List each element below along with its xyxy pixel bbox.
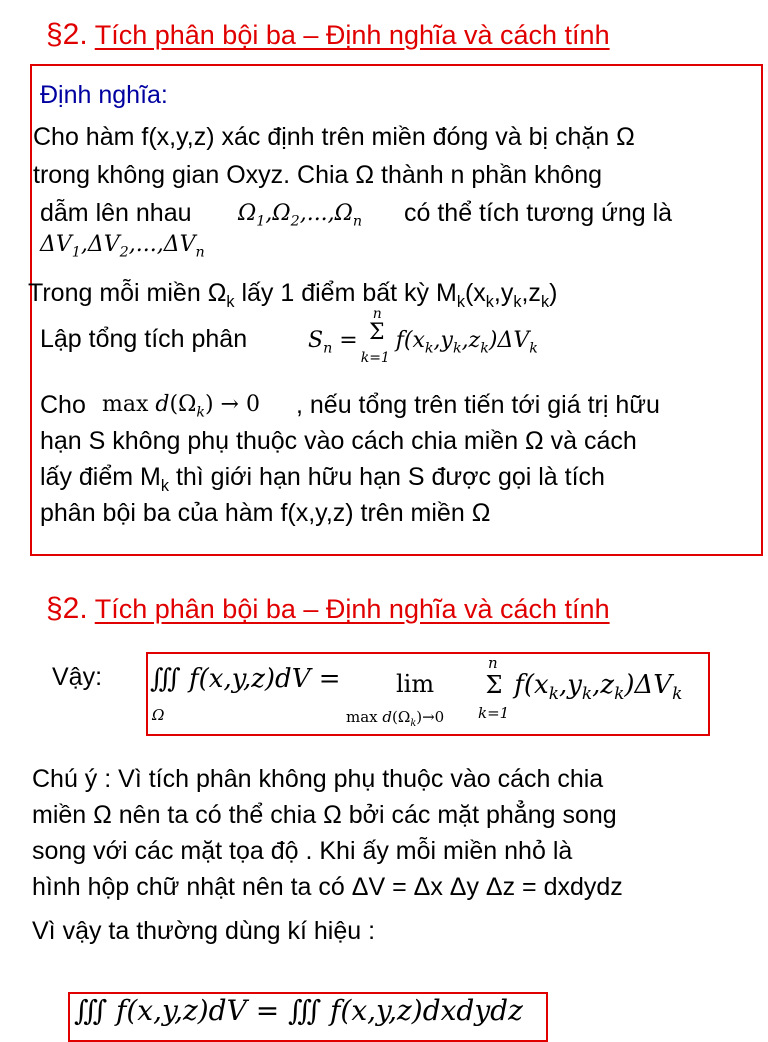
note-line-4: hình hộp chữ nhật nên ta có ΔV = Δx Δy Δz = dxdydz xyxy=(32,873,623,901)
final-formula: ∭ f(x,y,z)dV = ∭ f(x,y,z)dxdydz xyxy=(74,994,523,1027)
definition-heading: Định nghĩa: xyxy=(40,81,168,109)
definition-line-5: Trong mỗi miền $\Omega_k$ lấy 1 điểm bất kỳ $M_k(x_k,y_k,z_k)$ xyxy=(28,279,558,311)
section-title-1 xyxy=(46,18,610,52)
sum-formula: $S_n$ = n Σ k=1 $f(x_k,y_k,z_k)\Delta V_k$ xyxy=(308,306,538,366)
result-formula: ∭ Ω f(x,y,z)dV = xyxy=(150,664,341,724)
max-condition: $\max d(\Omega_k) \to 0$ xyxy=(102,392,260,421)
definition-line-6a: Lập tổng tích phân xyxy=(40,325,248,353)
definition-line-3b: có thể tích tương ứng là xyxy=(404,199,673,227)
note-line-5: Vì vậy ta thường dùng kí hiệu : xyxy=(32,917,376,945)
lim-condition: $\max d(\Omega_k)\to 0$ xyxy=(346,708,445,729)
definition-line-8: hạn S không phụ thuộc vào cách chia miền Ω và cách xyxy=(40,427,637,455)
section-title-2 xyxy=(46,592,610,626)
result-sum: n Σ k=1 $f(x_k,y_k,z_k)\Delta V_k$ xyxy=(478,654,683,722)
lim-label: lim xyxy=(396,670,435,698)
section-symbol: §2. xyxy=(46,18,88,51)
definition-line-1: Cho hàm f(x,y,z) xác định trên miền đóng và bị chặn Ω xyxy=(33,123,635,151)
definition-line-3a: dẫm lên nhau xyxy=(40,199,192,227)
note-line-3: song với các mặt tọa độ . Khi ấy mỗi miền nhỏ là xyxy=(32,837,573,865)
result-label: Vậy: xyxy=(52,663,103,691)
definition-line-2: trong không gian Oxyz. Chia Ω thành n phần không xyxy=(33,161,603,189)
section-symbol: §2. xyxy=(46,592,88,625)
definition-line-7b: , nếu tổng trên tiến tới giá trị hữu xyxy=(296,391,660,419)
section-title-text: Tích phân bội ba – Định nghĩa và cách tính xyxy=(94,20,610,50)
section-title-text: Tích phân bội ba – Định nghĩa và cách tính xyxy=(94,594,610,624)
note-line-2: miền Ω nên ta có thể chia Ω bởi các mặt phẳng song xyxy=(32,801,617,829)
definition-line-10: phân bội ba của hàm f(x,y,z) trên miền Ω xyxy=(40,499,491,527)
omega-list: $\Omega_1,\Omega_2,...,\Omega_n$ xyxy=(238,201,363,230)
definition-line-7a: Cho xyxy=(40,391,86,419)
definition-line-9: lấy điểm $M_k$ thì giới hạn hữu hạn S được gọi là tích xyxy=(40,463,605,495)
volume-list: $\Delta V_1,\Delta V_2,...,\Delta V_n$ xyxy=(40,232,205,261)
note-line-1: Chú ý : Vì tích phân không phụ thuộc vào cách chia xyxy=(32,765,604,793)
